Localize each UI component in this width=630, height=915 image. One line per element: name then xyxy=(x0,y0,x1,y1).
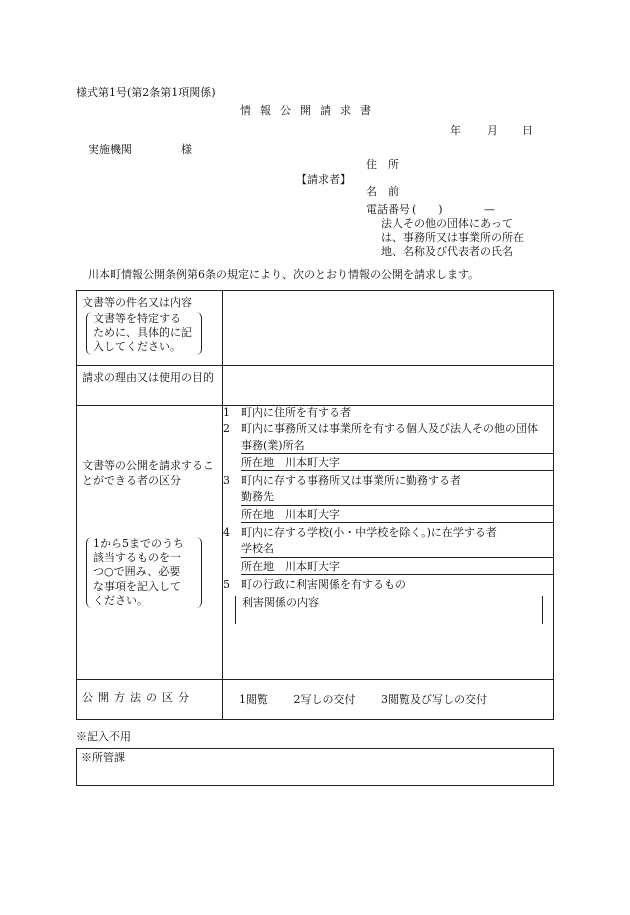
doc-note-line: ために、具体的に記 xyxy=(93,326,192,340)
category-number: 2 xyxy=(223,422,230,436)
doc-note-line: 文書等を特定する xyxy=(93,311,181,325)
category-5[interactable] xyxy=(223,578,553,592)
date-month-label: 月 xyxy=(487,124,498,137)
addressee-honorific: 様 xyxy=(181,143,192,156)
category-1[interactable] xyxy=(223,406,553,420)
no-entry-note: ※記入不用 xyxy=(76,730,131,743)
eligible-label: 文書等の公開を請求することができる者の区分 xyxy=(82,459,214,487)
dept-label: ※所管課 xyxy=(81,751,125,764)
category-text: 町の行政に利害関係を有するもの xyxy=(241,577,406,591)
corp-note-line: は、事務所又は事業所の所在 xyxy=(381,230,524,244)
reason-label: 請求の理由又は使用の目的 xyxy=(82,371,214,384)
category-number: 3 xyxy=(223,474,230,488)
eligible-note-line: つ○で囲み、必要 xyxy=(93,565,181,579)
workplace-location-field[interactable]: 所在地 川本町大字 xyxy=(241,506,553,523)
doc-row xyxy=(77,291,554,366)
eligible-options-cell xyxy=(223,406,554,680)
eligible-label-cell xyxy=(77,406,223,680)
reason-row xyxy=(77,366,554,406)
eligible-row xyxy=(77,406,554,680)
category-2[interactable] xyxy=(223,422,553,436)
reason-input-cell[interactable] xyxy=(223,366,554,406)
category-text: 町内に住所を有する者 xyxy=(241,406,351,419)
interest-label: 利害関係の内容 xyxy=(242,596,319,610)
method-options-cell xyxy=(223,680,554,720)
request-form-table xyxy=(76,290,554,720)
method-option-both[interactable]: 3閲覧及び写しの交付 xyxy=(381,692,487,706)
office-name-field[interactable]: 事務(業)所名 xyxy=(241,437,553,454)
phone-label: 電話番号 xyxy=(366,203,410,216)
date-year-label: 年 xyxy=(450,124,461,137)
date-day-label: 日 xyxy=(522,124,533,137)
eligible-note-line: ください。 xyxy=(93,593,148,607)
doc-label-cell xyxy=(77,291,223,366)
category-4[interactable] xyxy=(223,526,553,540)
school-location-field[interactable]: 所在地 川本町大字 xyxy=(241,558,553,575)
eligible-note-line: 該当するものを一 xyxy=(93,550,181,564)
page-title: 情報公開請求書 xyxy=(240,104,380,117)
corp-note-line: 地、名称及び代表者の氏名 xyxy=(381,244,513,258)
school-name-field[interactable]: 学校名 xyxy=(241,540,553,557)
phone-dash: — xyxy=(484,203,495,216)
form-number: 様式第1号(第2条第1項関係) xyxy=(76,86,216,99)
eligible-note-line: な事項を記入して xyxy=(93,579,181,593)
category-3[interactable] xyxy=(223,474,553,488)
method-label-cell xyxy=(77,680,223,720)
category-number: 5 xyxy=(223,577,230,591)
method-option-view[interactable]: 1閲覧 xyxy=(239,692,268,706)
method-label: 公開方法の区分 xyxy=(82,690,194,704)
category-text: 町内に存する学校(小・中学校を除く。)に在学する者 xyxy=(241,526,497,540)
method-option-copy[interactable]: 2写しの交付 xyxy=(293,692,356,706)
doc-label: 文書等の件名又は内容 xyxy=(82,296,192,309)
eligible-note-line: 1から5までのうち xyxy=(93,536,184,550)
doc-note xyxy=(86,312,202,355)
addressee-label: 実施機関 xyxy=(88,143,132,156)
category-text: 町内に事務所又は事業所を有する個人及び法人その他の団体 xyxy=(241,422,538,436)
interest-field[interactable] xyxy=(235,596,543,624)
phone-parens: ( ) xyxy=(412,203,443,216)
name-label: 名 前 xyxy=(366,185,399,198)
reason-label-cell xyxy=(77,366,223,406)
office-location-field[interactable]: 所在地 川本町大字 xyxy=(241,454,553,471)
category-text: 町内に存する事務所又は事業所に勤務する者 xyxy=(241,474,461,488)
dept-box xyxy=(76,748,554,786)
doc-input-cell[interactable] xyxy=(223,291,554,366)
doc-note-line: 入してください。 xyxy=(93,340,181,354)
corp-note xyxy=(381,217,524,258)
category-number: 1 xyxy=(223,406,230,419)
requester-heading: 【請求者】 xyxy=(296,173,351,186)
eligible-note xyxy=(86,537,202,608)
workplace-field[interactable]: 勤務先 xyxy=(241,488,553,505)
method-row xyxy=(77,680,554,720)
address-label: 住 所 xyxy=(366,158,399,171)
category-number: 4 xyxy=(223,526,230,540)
request-statement: 川本町情報公開条例第6条の規定により、次のとおり情報の公開を請求します。 xyxy=(88,268,480,281)
corp-note-line: 法人その他の団体にあって xyxy=(381,217,513,230)
